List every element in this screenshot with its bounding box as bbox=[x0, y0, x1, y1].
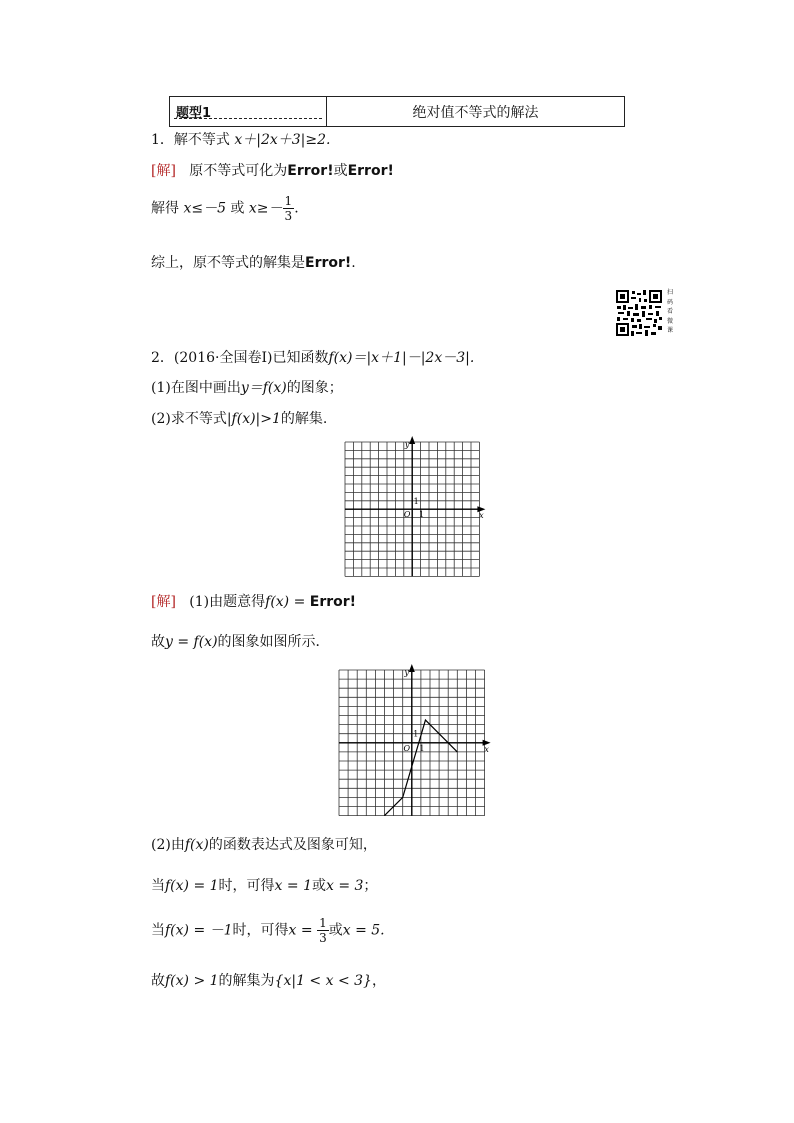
line4-expression: f(x) = 1 bbox=[165, 878, 219, 894]
line4-a: x = 1 bbox=[274, 878, 312, 894]
x-unit-tick-label: 1 bbox=[419, 743, 425, 753]
qr-caption: 扫码看微课 bbox=[667, 289, 674, 334]
tag-divider bbox=[174, 118, 322, 119]
solution2-line2 bbox=[151, 633, 330, 651]
part1-end: 的图象； bbox=[286, 380, 343, 396]
y-axis-arrow-icon bbox=[409, 664, 415, 672]
topic-title: 绝对值不等式的解法 bbox=[412, 105, 539, 121]
summary-end: . bbox=[351, 255, 356, 271]
result-end: . bbox=[294, 200, 299, 217]
y-axis-label: y bbox=[404, 668, 410, 677]
or-text: 或 bbox=[333, 163, 348, 179]
empty-coordinate-grid bbox=[344, 440, 482, 576]
topic-tag-label: 题型1 bbox=[176, 106, 212, 121]
line2-prefix: 故 bbox=[151, 634, 165, 650]
line5-b: x = 5. bbox=[342, 922, 385, 939]
part2-expression: |f(x)|>1 bbox=[226, 411, 281, 427]
line6-prefix: 故 bbox=[151, 973, 165, 989]
line6-expression: f(x) > 1 bbox=[165, 973, 219, 989]
part2-end: 的解集. bbox=[280, 411, 328, 427]
line5-a: x = bbox=[288, 922, 318, 939]
solution-text: 原不等式可化为 bbox=[189, 163, 288, 179]
result-prefix: 解得 bbox=[151, 200, 184, 217]
line4-b: x = 3 bbox=[325, 878, 364, 894]
problem1-number: 1．解不等式 bbox=[151, 132, 235, 148]
line4-prefix: 当 bbox=[151, 878, 165, 894]
problem1-expression: x＋|2x＋3|≥2. bbox=[234, 132, 331, 148]
part1-text: (1)在图中画出 bbox=[151, 380, 241, 396]
solution-set: {x|1 < x < 3} bbox=[274, 973, 372, 989]
fraction bbox=[283, 194, 295, 223]
error-placeholder: Error! bbox=[347, 163, 394, 179]
line4-end: ； bbox=[363, 878, 378, 894]
function-definition: f(x)＝|x＋1|－|2x－3|. bbox=[328, 350, 475, 366]
problem2-part2 bbox=[151, 410, 327, 428]
line2-end: 的图象如图所示． bbox=[217, 634, 330, 650]
or-text: 或 bbox=[328, 922, 343, 939]
topic-tag bbox=[170, 97, 327, 126]
y-axis-label: y bbox=[404, 440, 410, 449]
part2-text: (2)求不等式 bbox=[151, 411, 227, 427]
problem2-part1 bbox=[151, 379, 343, 397]
solution-label: [解] bbox=[151, 594, 176, 610]
problem1-statement bbox=[151, 131, 331, 149]
solution2-line6 bbox=[151, 972, 386, 990]
x-unit-tick-label: 1 bbox=[419, 510, 425, 520]
line3-prefix: (2)由 bbox=[151, 837, 185, 853]
fraction-denominator: 3 bbox=[284, 209, 293, 223]
origin-label: O bbox=[403, 510, 411, 520]
line5-expression: f(x) = －1 bbox=[165, 922, 233, 939]
summary-text: 综上，原不等式的解集是 bbox=[151, 255, 305, 271]
line3-end: 的函数表达式及图象可知， bbox=[208, 837, 377, 853]
origin-label: O bbox=[403, 743, 411, 753]
problem1-solution-line bbox=[151, 162, 394, 180]
solution2-line1 bbox=[151, 593, 356, 611]
fraction bbox=[317, 916, 329, 945]
or-text: 或 bbox=[226, 200, 249, 217]
fraction-numerator: 1 bbox=[319, 916, 327, 930]
line1-prefix: (1)由题意得 bbox=[189, 594, 266, 610]
problem2-text: 已知函数 bbox=[272, 350, 329, 366]
line6-end: ， bbox=[371, 973, 386, 989]
fraction-numerator: 1 bbox=[284, 194, 293, 208]
function-graph bbox=[338, 667, 489, 819]
line1-expression: f(x) = bbox=[265, 594, 310, 610]
line2-expression: y = f(x) bbox=[165, 634, 218, 650]
y-unit-tick-label: 1 bbox=[413, 496, 419, 506]
solution2-line5 bbox=[151, 916, 385, 945]
line3-expression: f(x) bbox=[184, 837, 209, 853]
topic-header bbox=[169, 96, 625, 127]
or-text: 或 bbox=[311, 878, 326, 894]
solution2-line3 bbox=[151, 836, 377, 854]
line4-mid: 时，可得 bbox=[218, 878, 275, 894]
x-axis-label: x bbox=[484, 744, 489, 754]
fraction-denominator: 3 bbox=[319, 931, 327, 945]
line6-mid: 的解集为 bbox=[218, 973, 275, 989]
part1-expression: y＝f(x) bbox=[240, 380, 287, 396]
error-placeholder: Error! bbox=[287, 163, 334, 179]
line5-prefix: 当 bbox=[151, 922, 165, 939]
error-placeholder: Error! bbox=[305, 255, 352, 271]
result-a: x≤－5 bbox=[183, 200, 226, 217]
problem2-statement bbox=[151, 349, 474, 367]
result-b: x≥－ bbox=[248, 200, 283, 217]
error-placeholder: Error! bbox=[309, 594, 357, 610]
x-axis-label: x bbox=[479, 511, 484, 521]
y-axis-arrow-icon bbox=[409, 436, 415, 444]
problem1-result-line bbox=[151, 194, 299, 223]
y-unit-tick-label: 1 bbox=[413, 729, 419, 739]
problem2-number: 2． bbox=[151, 350, 174, 366]
problem1-summary bbox=[151, 254, 356, 272]
problem2-source: (2016·全国卷Ⅰ) bbox=[173, 350, 273, 366]
solution-label: [解] bbox=[151, 163, 176, 179]
solution2-line4 bbox=[151, 877, 377, 895]
line5-mid: 时，可得 bbox=[232, 922, 289, 939]
qr-code-icon[interactable] bbox=[615, 289, 663, 337]
